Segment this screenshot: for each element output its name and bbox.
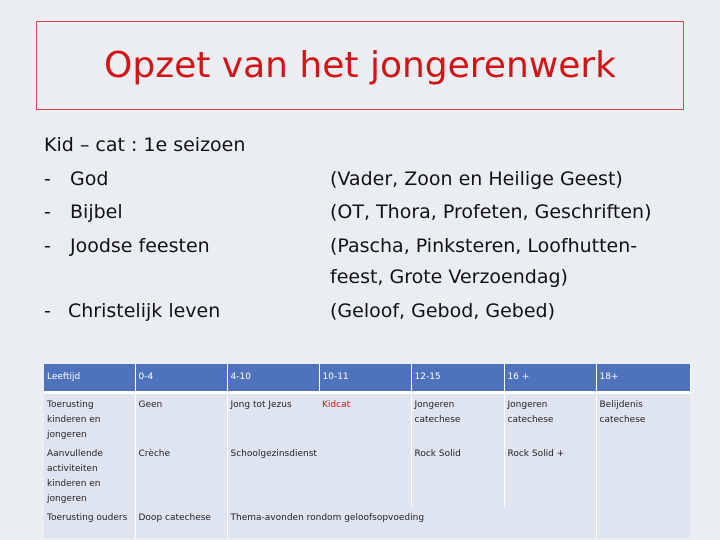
table-row <box>44 392 690 443</box>
slide-title: Opzet van het jongerenwerk <box>104 45 616 86</box>
header-cell: 18+ <box>596 364 690 392</box>
header-cell: 0-4 <box>135 364 227 392</box>
list-dash: - <box>44 201 51 223</box>
table-row <box>44 507 690 538</box>
right-line: (Vader, Zoon en Heilige Geest) <box>330 168 623 190</box>
table-header-row <box>44 364 690 392</box>
list-heading: Kid – cat : 1e seizoen <box>44 134 246 156</box>
table-row <box>44 443 690 507</box>
table-cell: Crèche <box>135 443 227 507</box>
table-cell: Jong tot Jezus <box>227 392 319 443</box>
list-item-leven: Christelijk leven <box>68 300 221 322</box>
right-line: (OT, Thora, Profeten, Geschriften) <box>330 201 652 223</box>
header-cell: 10-11 <box>319 364 411 392</box>
header-cell: 12-15 <box>411 364 504 392</box>
table-cell: Belijdenis catechese <box>596 392 690 538</box>
header-cell: 16 + <box>504 364 596 392</box>
right-line: feest, Grote Verzoendag) <box>330 266 568 288</box>
table-cell: Geen <box>135 392 227 443</box>
table-cell: Rock Solid + <box>504 443 596 507</box>
row-label: Toerusting kinderen en jongeren <box>44 392 135 443</box>
right-line: (Geloof, Gebod, Gebed) <box>330 300 555 322</box>
list-item-bijbel: Bijbel <box>70 201 123 223</box>
table-cell: Jongeren catechese <box>504 392 596 443</box>
list-item-god: God <box>70 168 109 190</box>
table-cell: Thema-avonden rondom geloofsopvoeding <box>227 507 596 538</box>
title-frame <box>36 21 684 110</box>
header-cell: 4-10 <box>227 364 319 392</box>
kidcat-cell: Kidcat <box>319 392 411 443</box>
age-table <box>44 364 691 538</box>
row-label: Aanvullende activiteiten kinderen en jongeren <box>44 443 135 507</box>
table-cell: Schoolgezinsdienst <box>227 443 411 507</box>
list-dash: - <box>44 168 51 190</box>
row-label: Toerusting ouders <box>44 507 135 538</box>
table-cell: Rock Solid <box>411 443 504 507</box>
list-dash: - <box>44 300 51 322</box>
header-cell: Leeftijd <box>44 364 135 392</box>
right-line: (Pascha, Pinksteren, Loofhutten- <box>330 235 638 257</box>
list-dash: - <box>44 235 51 257</box>
table-cell: Jongeren catechese <box>411 392 504 443</box>
list-item-feesten: Joodse feesten <box>70 235 210 257</box>
table-cell: Doop catechese <box>135 507 227 538</box>
